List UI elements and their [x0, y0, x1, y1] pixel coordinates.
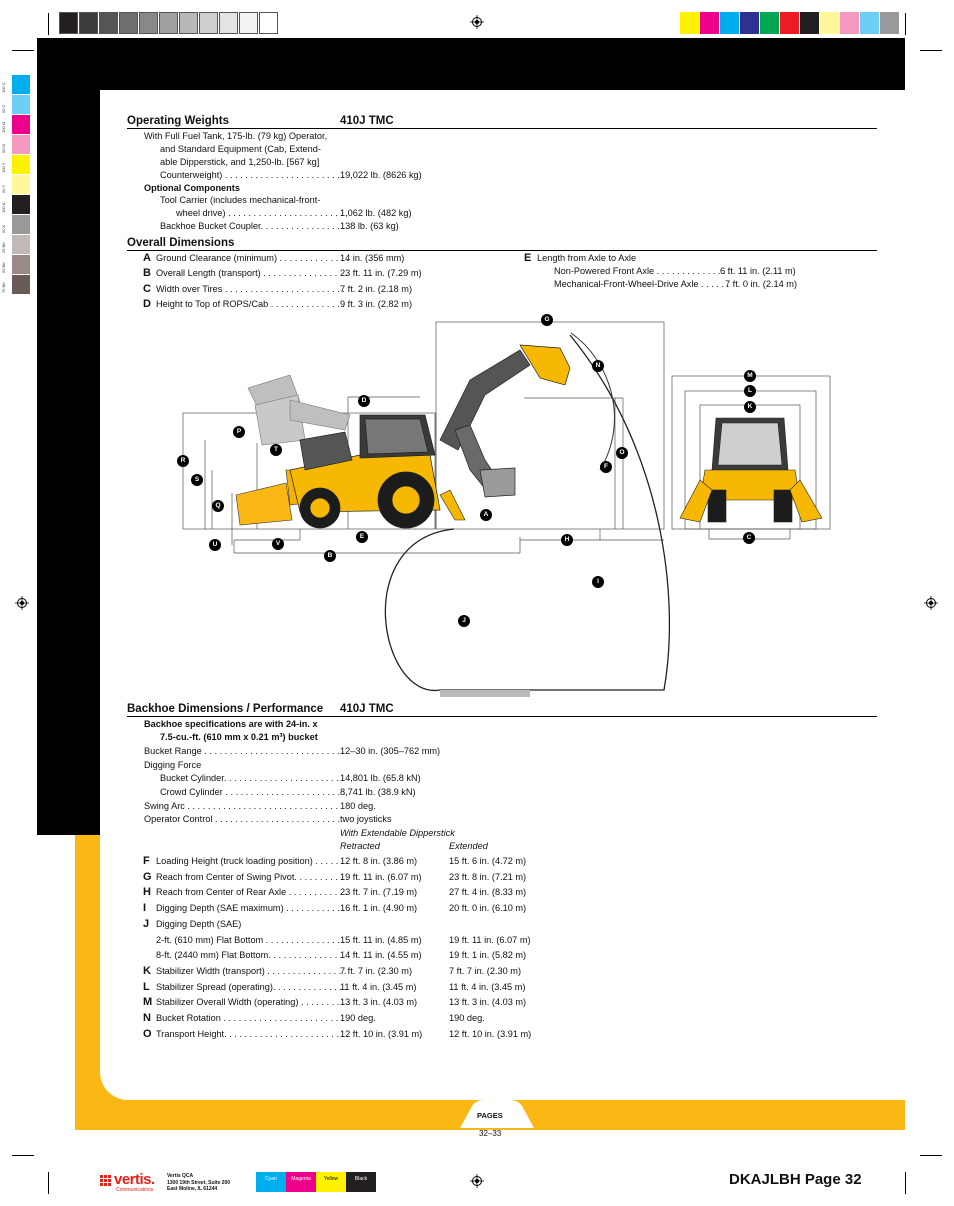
ink-label: 100 C: [1, 82, 6, 93]
retracted-value: 16 ft. 1 in. (4.90 m): [340, 903, 418, 913]
spec-value: 8,741 lb. (38.9 kN): [340, 787, 416, 797]
spec-label: Digging Force: [144, 760, 202, 770]
dim-letter: C: [143, 283, 151, 295]
diagram-marker: C: [743, 532, 755, 544]
dim-label: Overall Length (transport) . . . . . . . . . . . . . . . . .: [156, 268, 348, 278]
spec-note: 7.5-cu.-ft. (610 mm x 0.21 m³) bucket: [160, 732, 318, 742]
retracted-value: 7 ft. 7 in. (2.30 m): [340, 966, 412, 976]
job-slug: DKAJLBH Page 32: [729, 1171, 862, 1188]
dim-letter: J: [143, 918, 150, 930]
section-rule: [127, 716, 877, 717]
retracted-value: 11 ft. 4 in. (3.45 m): [340, 982, 417, 992]
dim-value: 7 ft. 2 in. (2.18 m): [340, 284, 412, 294]
diagram-marker: K: [744, 401, 756, 413]
extended-value: 12 ft. 10 in. (3.91 m): [449, 1029, 532, 1039]
dim-label: 2-ft. (610 mm) Flat Bottom . . . . . . . . . . . . . . . .: [156, 935, 345, 945]
diagram-marker: A: [480, 509, 492, 521]
spec-label: Crowd Cylinder . . . . . . . . . . . . . . . . . . . . . . . .: [160, 787, 346, 797]
dim-letter: M: [143, 996, 153, 1008]
dim-label: Bucket Rotation . . . . . . . . . . . . . . . . . . . . . . . . .: [156, 1013, 349, 1023]
extended-value: 7 ft. 7 in. (2.30 m): [449, 966, 521, 976]
dim-value: 6 ft. 11 in. (2.11 m): [720, 266, 796, 276]
retracted-value: 190 deg.: [340, 1013, 376, 1023]
option-label: Backhoe Bucket Coupler. . . . . . . . . . . . . . . . .: [160, 221, 345, 231]
dim-label: 8-ft. (2440 mm) Flat Bottom. . . . . . . . . . . . . . .: [156, 950, 343, 960]
retracted-value: 23 ft. 7 in. (7.19 m): [340, 887, 418, 897]
diagram-marker: M: [744, 370, 756, 382]
diagram-marker: N: [592, 360, 604, 372]
dim-label: Ground Clearance (minimum) . . . . . . . . . . . . . .: [156, 253, 349, 263]
spec-value: 12–30 in. (305–762 mm): [340, 746, 441, 756]
dim-value: 9 ft. 3 in. (2.82 m): [340, 299, 412, 309]
spec-value: two joysticks: [340, 814, 392, 824]
dim-letter: O: [143, 1028, 152, 1040]
diagram-marker: V: [272, 538, 284, 550]
diagram-marker: R: [177, 455, 189, 467]
spec-value: 14,801 lb. (65.8 kN): [340, 773, 421, 783]
weight-desc-line: and Standard Equipment (Cab, Extend-: [160, 144, 321, 154]
dim-letter: K: [143, 965, 151, 977]
weight-desc-line: With Full Fuel Tank, 175-lb. (79 kg) Operator,: [144, 131, 328, 141]
weight-desc-line: Counterweight) . . . . . . . . . . . . . . . . . . . . . . . .: [160, 170, 345, 180]
retracted-value: 12 ft. 8 in. (3.86 m): [340, 856, 418, 866]
retracted-value: 13 ft. 3 in. (4.03 m): [340, 997, 418, 1007]
dim-letter: I: [143, 902, 147, 914]
dim-label: Non-Powered Front Axle . . . . . . . . . . . . . . .: [554, 266, 731, 276]
dim-letter: N: [143, 1012, 151, 1024]
diagram-marker: H: [561, 534, 573, 546]
extended-value: 13 ft. 3 in. (4.03 m): [449, 997, 527, 1007]
diagram-marker: B: [324, 550, 336, 562]
dim-label: Mechanical-Front-Wheel-Drive Axle . . . . . .: [554, 279, 730, 289]
extended-value: 27 ft. 4 in. (8.33 m): [449, 887, 527, 897]
extended-value: 19 ft. 11 in. (6.07 m): [449, 935, 531, 945]
retracted-value: 14 ft. 11 in. (4.55 m): [340, 950, 422, 960]
dim-label: Reach from Center of Swing Pivot. . . . . . . . . . .: [156, 872, 348, 882]
backhoe-dimensions-title: Backhoe Dimensions / Performance: [127, 703, 324, 715]
ink-cyan: Cyan: [256, 1172, 286, 1192]
column-header-extended: Extended: [449, 841, 488, 851]
dim-label: Width over Tires . . . . . . . . . . . . . . . . . . . . . . . .: [156, 284, 345, 294]
diagram-marker: U: [209, 539, 221, 551]
optional-components-title: Optional Components: [144, 183, 240, 193]
vertis-logo: vertis.: [114, 1171, 155, 1188]
retracted-value: 15 ft. 11 in. (4.85 m): [340, 935, 422, 945]
spec-label: Swing Arc . . . . . . . . . . . . . . . . . . . . . . . . . . . . . .: [144, 801, 339, 811]
footer-address: 1300 19th Street, Suite 200: [167, 1180, 231, 1186]
dim-letter: H: [143, 886, 151, 898]
ink-label: 50 M: [1, 144, 6, 153]
dim-letter: A: [143, 252, 151, 264]
extended-value: 20 ft. 0 in. (6.10 m): [449, 903, 527, 913]
spec-label: Bucket Range . . . . . . . . . . . . . . . . . . . . . . . . . . . .: [144, 746, 345, 756]
pages-label: PAGES: [477, 1111, 503, 1120]
extended-value: 19 ft. 1 in. (5.82 m): [449, 950, 527, 960]
diagram-marker: F: [600, 461, 612, 473]
option-value: 138 lb. (63 kg): [340, 221, 399, 231]
vertis-logo-icon: [100, 1175, 112, 1187]
dim-label: Digging Depth (SAE maximum) . . . . . . . . . . . . .: [156, 903, 351, 913]
extended-value: 190 deg.: [449, 1013, 485, 1023]
ink-label: 50 C: [1, 104, 6, 113]
model-heading: 410J TMC: [340, 703, 394, 715]
diagram-marker: D: [358, 395, 370, 407]
dim-letter: D: [143, 298, 151, 310]
extended-value: 15 ft. 6 in. (4.72 m): [449, 856, 527, 866]
ink-magenta: Magenta: [286, 1172, 316, 1192]
vertis-sub: Communications: [116, 1187, 154, 1193]
extended-value: 11 ft. 4 in. (3.45 m): [449, 982, 526, 992]
dim-label: Transport Height. . . . . . . . . . . . . . . . . . . . . . . . .: [156, 1029, 350, 1039]
dim-label: Height to Top of ROPS/Cab . . . . . . . . . . . . . . . .: [156, 299, 350, 309]
dim-label: Loading Height (truck loading position) . . . . . . .: [156, 856, 349, 866]
spec-value: 180 deg.: [340, 801, 376, 811]
footer-address: East Moline, IL 61244: [167, 1186, 218, 1192]
ink-label: 100 Y: [1, 162, 6, 173]
dim-label: Stabilizer Width (transport) . . . . . . . . . . . . . . . .: [156, 966, 347, 976]
ink-label: 75 BK: [1, 282, 6, 293]
dim-label: Reach from Center of Rear Axle . . . . . . . . . . . .: [156, 887, 348, 897]
diagram-marker: Q: [212, 500, 224, 512]
ink-label: 50 Y: [1, 184, 6, 193]
ink-label: 100 K: [1, 202, 6, 213]
spec-label: Operator Control . . . . . . . . . . . . . . . . . . . . . . . . .: [144, 814, 341, 824]
option-label: wheel drive) . . . . . . . . . . . . . . . . . . . . . . .: [176, 208, 343, 218]
ink-black: Black: [346, 1172, 376, 1192]
dim-letter: B: [143, 267, 151, 279]
page-range: 32–33: [479, 1129, 502, 1138]
ink-label: 50 BK: [1, 262, 6, 273]
diagram-marker: S: [191, 474, 203, 486]
column-header-retracted: Retracted: [340, 841, 380, 851]
spec-label: Bucket Cylinder. . . . . . . . . . . . . . . . . . . . . . . .: [160, 773, 344, 783]
retracted-value: 19 ft. 11 in. (6.07 m): [340, 872, 422, 882]
ink-yellow: Yellow: [316, 1172, 346, 1192]
diagram-marker: I: [592, 576, 604, 588]
ink-label: 100 M: [1, 121, 6, 133]
diagram-marker: P: [233, 426, 245, 438]
diagram-marker: E: [356, 531, 368, 543]
option-value: 1,062 lb. (482 kg): [340, 208, 412, 218]
diagram-marker: G: [541, 314, 553, 326]
operating-weight-value: 19,022 lb. (8626 kg): [340, 170, 422, 180]
extended-value: 23 ft. 8 in. (7.21 m): [449, 872, 527, 882]
diagram-marker: L: [744, 385, 756, 397]
operating-weights-title: Operating Weights: [127, 115, 230, 127]
dim-label: Digging Depth (SAE): [156, 919, 242, 929]
retracted-value: 12 ft. 10 in. (3.91 m): [340, 1029, 423, 1039]
column-group-header: With Extendable Dipperstick: [340, 828, 455, 838]
diagram-marker: T: [270, 444, 282, 456]
footer-company: Vertis QCA: [167, 1173, 194, 1179]
dim-letter: G: [143, 871, 152, 883]
ink-label: 50 K: [1, 224, 6, 233]
dim-letter: E: [524, 252, 532, 264]
spec-note: Backhoe specifications are with 24-in. x: [144, 719, 318, 729]
weight-desc-line: able Dipperstick, and 1,250-lb. [567 kg]: [160, 157, 320, 167]
dim-letter: F: [143, 855, 150, 867]
dim-label: Length from Axle to Axle: [537, 253, 637, 263]
dim-letter: L: [143, 981, 150, 993]
dim-value: 7 ft. 0 in. (2.14 m): [725, 279, 797, 289]
diagram-marker: J: [458, 615, 470, 627]
model-heading: 410J TMC: [340, 115, 394, 127]
dim-value: 14 in. (356 mm): [340, 253, 405, 263]
diagram-marker: O: [616, 447, 628, 459]
option-line: Tool Carrier (includes mechanical-front-: [160, 195, 321, 205]
dim-label: Stabilizer Spread (operating). . . . . . . . . . . . . . .: [156, 982, 347, 992]
overall-dimensions-title: Overall Dimensions: [127, 237, 235, 249]
dim-label: Stabilizer Overall Width (operating) . . . . . . . . . .: [156, 997, 350, 1007]
ink-label: 25 BK: [1, 242, 6, 253]
dim-value: 23 ft. 11 in. (7.29 m): [340, 268, 422, 278]
